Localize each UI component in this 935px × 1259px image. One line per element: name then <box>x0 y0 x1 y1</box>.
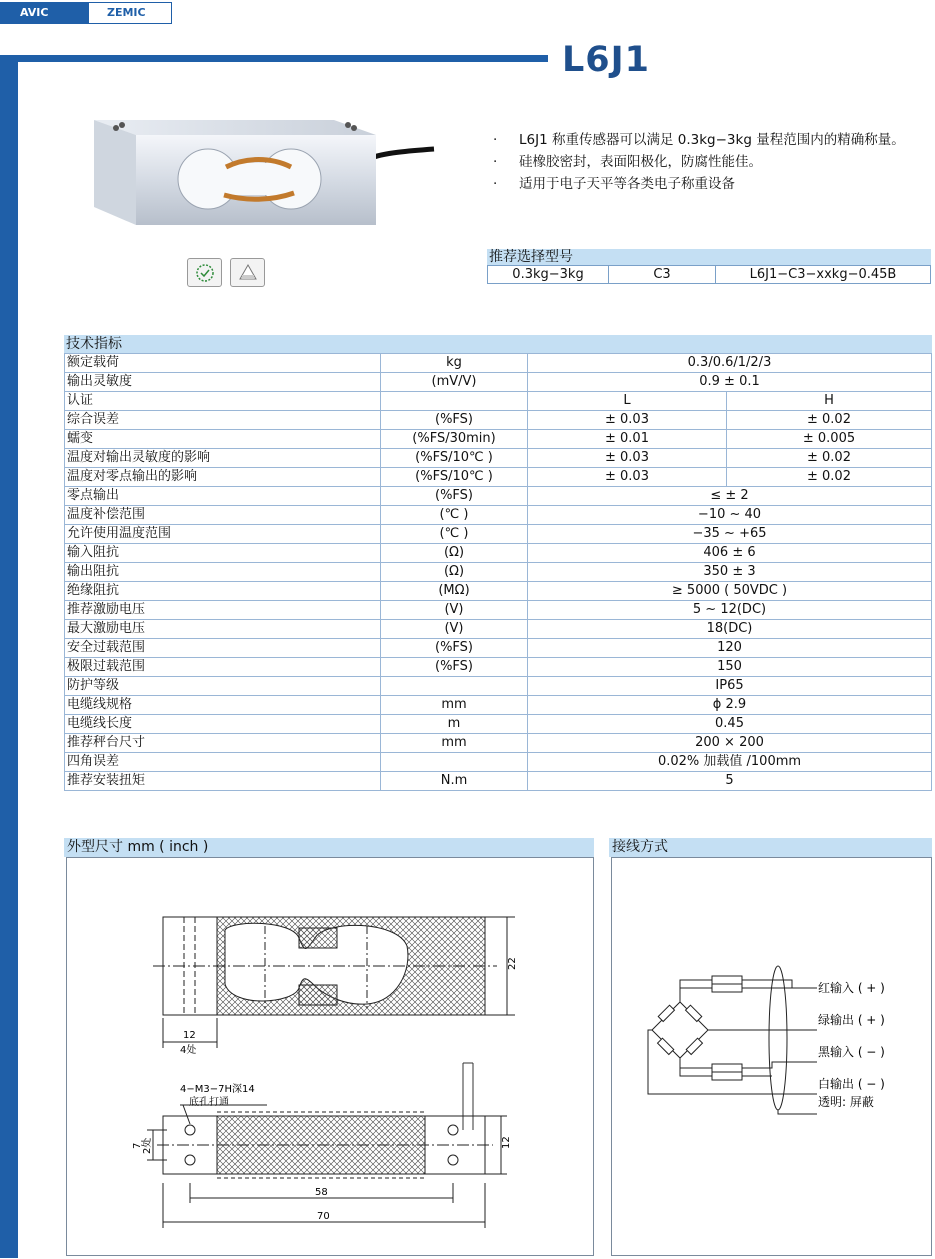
model-title: L6J1 <box>562 40 651 80</box>
hole-pitch-count-label: 2处 <box>142 1137 153 1154</box>
spec-value: 200 × 200 <box>528 734 932 753</box>
wire-label-black: 黑输入 ( − ) <box>818 1045 885 1059</box>
spec-title: 技术指标 <box>64 335 932 353</box>
feature-text: L6J1 称重传感器可以满足 0.3kg−3kg 量程范围内的精确称量。 <box>519 132 905 148</box>
spec-value: −35 ~ +65 <box>528 525 932 544</box>
hole-pitch-label: 7 <box>132 1142 143 1149</box>
spec-name: 允许使用温度范围 <box>65 525 381 544</box>
spec-value: 0.45 <box>528 715 932 734</box>
spec-unit <box>381 392 528 411</box>
mount-span-label: 58 <box>315 1187 328 1198</box>
spec-name: 温度补偿范围 <box>65 506 381 525</box>
spec-value: ≤ ± 2 <box>528 487 932 506</box>
spec-value: 406 ± 6 <box>528 544 932 563</box>
spec-unit: kg <box>381 354 528 373</box>
spec-unit: (℃ ) <box>381 506 528 525</box>
spec-name: 蠕变 <box>65 430 381 449</box>
spec-name: 推荐安装扭矩 <box>65 772 381 791</box>
ip65-shield-icon <box>230 258 265 287</box>
spec-name: 防护等级 <box>65 677 381 696</box>
hole-spec-label: 4−M3−7H深14 <box>180 1084 255 1095</box>
spec-name: 零点输出 <box>65 487 381 506</box>
spec-name: 电缆线长度 <box>65 715 381 734</box>
spec-value: 5 <box>528 772 932 791</box>
spec-name: 推荐秤台尺寸 <box>65 734 381 753</box>
dimension-drawing <box>67 858 593 1255</box>
dimension-title: 外型尺寸 mm ( inch ) <box>64 838 594 857</box>
spec-value-h: ± 0.02 <box>727 468 932 487</box>
spec-row <box>65 753 932 772</box>
spec-value: 350 ± 3 <box>528 563 932 582</box>
table-cell: L6J1−C3−xxkg−0.45B <box>716 266 931 284</box>
spec-name: 极限过载范围 <box>65 658 381 677</box>
spec-unit: N.m <box>381 772 528 791</box>
spec-name: 绝缘阻抗 <box>65 582 381 601</box>
certification-icons <box>187 258 265 287</box>
spec-name: 输入阻抗 <box>65 544 381 563</box>
spec-value: ϕ 2.9 <box>528 696 932 715</box>
spec-row <box>65 563 932 582</box>
spec-value-h: ± 0.005 <box>727 430 932 449</box>
spec-row <box>65 392 932 411</box>
hole-note-label: 底孔打通 <box>189 1097 229 1108</box>
spec-unit: (%FS/10℃ ) <box>381 449 528 468</box>
spec-value: 0.9 ± 0.1 <box>528 373 932 392</box>
spec-name: 安全过载范围 <box>65 639 381 658</box>
spec-row <box>65 639 932 658</box>
spec-name: 额定载荷 <box>65 354 381 373</box>
wire-label-white: 白输出 ( − ) <box>818 1077 885 1091</box>
spec-row <box>65 544 932 563</box>
end-width-label: 12 <box>183 1030 196 1041</box>
product-photo <box>86 105 446 234</box>
spec-row <box>65 525 932 544</box>
spec-unit <box>381 753 528 772</box>
wire-label-shield: 透明: 屏蔽 <box>818 1095 874 1109</box>
wiring-title: 接线方式 <box>609 838 932 857</box>
spec-row <box>65 658 932 677</box>
table-row <box>488 266 931 284</box>
recommended-model <box>487 249 931 284</box>
spec-row <box>65 487 932 506</box>
spec-value: −10 ~ 40 <box>528 506 932 525</box>
spec-unit: (mV/V) <box>381 373 528 392</box>
bullet: · <box>493 176 498 192</box>
spec-value-h: ± 0.02 <box>727 411 932 430</box>
spec-unit: (V) <box>381 601 528 620</box>
table-cell: C3 <box>609 266 716 284</box>
spec-unit: mm <box>381 696 528 715</box>
spec-row <box>65 677 932 696</box>
spec-name: 输出阻抗 <box>65 563 381 582</box>
spec-name: 推荐激励电压 <box>65 601 381 620</box>
spec-value-h: H <box>727 392 932 411</box>
spec-unit: (MΩ) <box>381 582 528 601</box>
spec-unit: mm <box>381 734 528 753</box>
bullet: · <box>493 154 498 170</box>
spec-section <box>64 335 932 791</box>
spec-unit: (%FS) <box>381 639 528 658</box>
wire-label-red: 红输入 ( + ) <box>818 981 885 995</box>
dimension-drawing-frame <box>66 857 594 1256</box>
feature-text: 适用于电子天平等各类电子称重设备 <box>519 176 735 192</box>
spec-row <box>65 506 932 525</box>
spec-unit <box>381 677 528 696</box>
spec-row <box>65 772 932 791</box>
spec-unit: (Ω) <box>381 563 528 582</box>
spec-name: 四角误差 <box>65 753 381 772</box>
feature-item <box>493 173 905 195</box>
spec-row <box>65 715 932 734</box>
spec-row <box>65 696 932 715</box>
spec-row <box>65 468 932 487</box>
spec-value-h: ± 0.02 <box>727 449 932 468</box>
spec-name: 温度对零点输出的影响 <box>65 468 381 487</box>
spec-name: 认证 <box>65 392 381 411</box>
spec-row <box>65 411 932 430</box>
side-bar <box>0 60 18 1258</box>
spec-table <box>64 353 932 791</box>
spec-name: 综合误差 <box>65 411 381 430</box>
wiring-diagram <box>612 858 931 1255</box>
spec-value-l: L <box>528 392 727 411</box>
spec-name: 电缆线规格 <box>65 696 381 715</box>
spec-value-l: ± 0.01 <box>528 430 727 449</box>
recommended-table <box>487 265 931 284</box>
brand-tabs <box>0 2 172 24</box>
check-certificate-icon <box>187 258 222 287</box>
spec-unit: (%FS) <box>381 487 528 506</box>
spec-row <box>65 582 932 601</box>
spec-row <box>65 430 932 449</box>
table-cell: 0.3kg−3kg <box>488 266 609 284</box>
dimension-section <box>64 838 594 1256</box>
spec-unit: (%FS/10℃ ) <box>381 468 528 487</box>
header-rule <box>0 55 548 62</box>
feature-item <box>493 129 905 151</box>
spec-unit: (V) <box>381 620 528 639</box>
end-count-label: 4处 <box>180 1045 197 1056</box>
wire-label-green: 绿输出 ( + ) <box>818 1013 885 1027</box>
spec-value: 18(DC) <box>528 620 932 639</box>
spec-unit: (℃ ) <box>381 525 528 544</box>
spec-value: IP65 <box>528 677 932 696</box>
spec-value: ≥ 5000 ( 50VDC ) <box>528 582 932 601</box>
spec-row <box>65 449 932 468</box>
spec-unit: (%FS) <box>381 411 528 430</box>
bullet: · <box>493 132 498 148</box>
height-label: 22 <box>507 957 518 970</box>
recommended-title: 推荐选择型号 <box>487 249 931 265</box>
spec-value: 5 ~ 12(DC) <box>528 601 932 620</box>
spec-value: 0.02% 加载值 /100mm <box>528 753 932 772</box>
spec-name: 输出灵敏度 <box>65 373 381 392</box>
spec-value-l: ± 0.03 <box>528 411 727 430</box>
spec-unit: m <box>381 715 528 734</box>
wiring-section <box>609 838 932 1256</box>
spec-row <box>65 354 932 373</box>
length-label: 70 <box>317 1211 330 1222</box>
feature-item <box>493 151 905 173</box>
spec-value-l: ± 0.03 <box>528 468 727 487</box>
feature-list <box>493 129 905 195</box>
spec-unit: (%FS) <box>381 658 528 677</box>
spec-value: 120 <box>528 639 932 658</box>
side-height-label: 12 <box>501 1136 512 1149</box>
spec-value: 0.3/0.6/1/2/3 <box>528 354 932 373</box>
zemic-tab: ZEMIC <box>88 2 172 24</box>
spec-value-l: ± 0.03 <box>528 449 727 468</box>
spec-row <box>65 734 932 753</box>
spec-name: 温度对输出灵敏度的影响 <box>65 449 381 468</box>
spec-row <box>65 601 932 620</box>
spec-unit: (%FS/30min) <box>381 430 528 449</box>
spec-value: 150 <box>528 658 932 677</box>
wiring-diagram-frame <box>611 857 932 1256</box>
avic-tab: AVIC <box>0 2 88 24</box>
feature-text: 硅橡胶密封，表面阳极化，防腐性能佳。 <box>519 154 762 170</box>
spec-row <box>65 620 932 639</box>
spec-row <box>65 373 932 392</box>
spec-name: 最大激励电压 <box>65 620 381 639</box>
spec-unit: (Ω) <box>381 544 528 563</box>
